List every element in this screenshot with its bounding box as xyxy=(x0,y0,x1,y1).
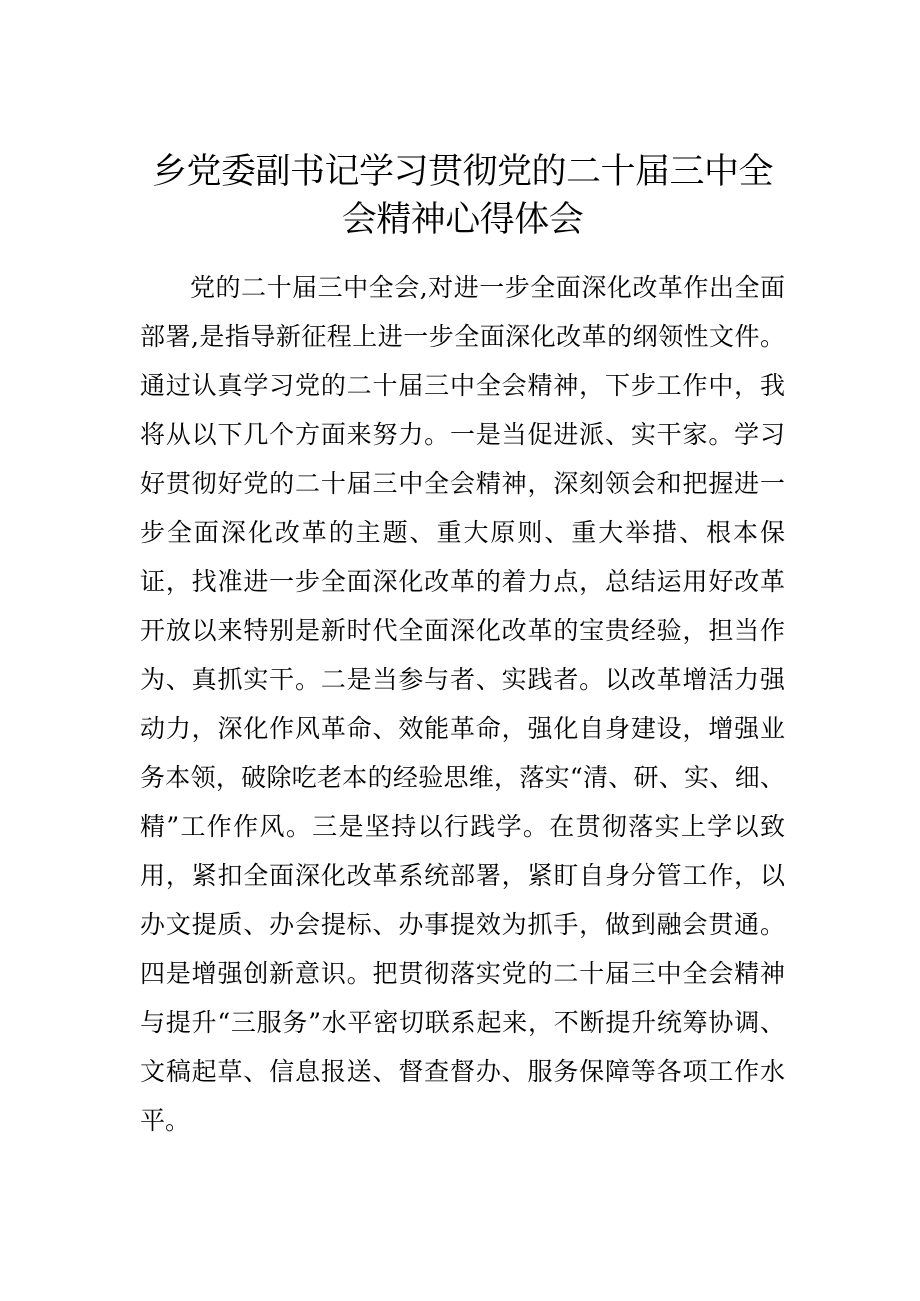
body-paragraph: 党的二十届三中全会,对进一步全面深化改革作出全面部署,是指导新征程上进一步全面深化改革的纲领性文件。通过认真学习党的二十届三中全会精神，下步工作中，我将从以下几个方面来努力。一是当促进派、实干家。学习好贯彻好党的二十届三中全会精神，深刻领会和把握进一步全面深化改革的主题、重大原则、重大举措、根本保证，找准进一步全面深化改革的着力点，总结运用好改革开放以来特别是新时代全面深化改革的宝贵经验，担当作为、真抓实干。二是当参与者、实践者。以改革增活力强动力，深化作风革命、效能革命，强化自身建设，增强业务本领，破除吃老本的经验思维，落实“清、研、实、细、精”工作作风。三是坚持以行践学。在贯彻落实上学以致用，紧扣全面深化改革系统部署，紧盯自身分管工作，以办文提质、办会提标、办事提效为抓手，做到融会贯通。四是增强创新意识。把贯彻落实党的二十届三中全会精神与提升“三服务”水平密切联系起来，不断提升统筹协调、文稿起草、信息报送、督查督办、服务保障等各项工作水平。 xyxy=(140,273,785,1135)
document-title xyxy=(140,148,785,244)
title-line-1: 乡党委副书记学习贯彻党的二十届三中全 xyxy=(151,152,773,192)
title-line-2: 会精神心得体会 xyxy=(341,200,584,240)
